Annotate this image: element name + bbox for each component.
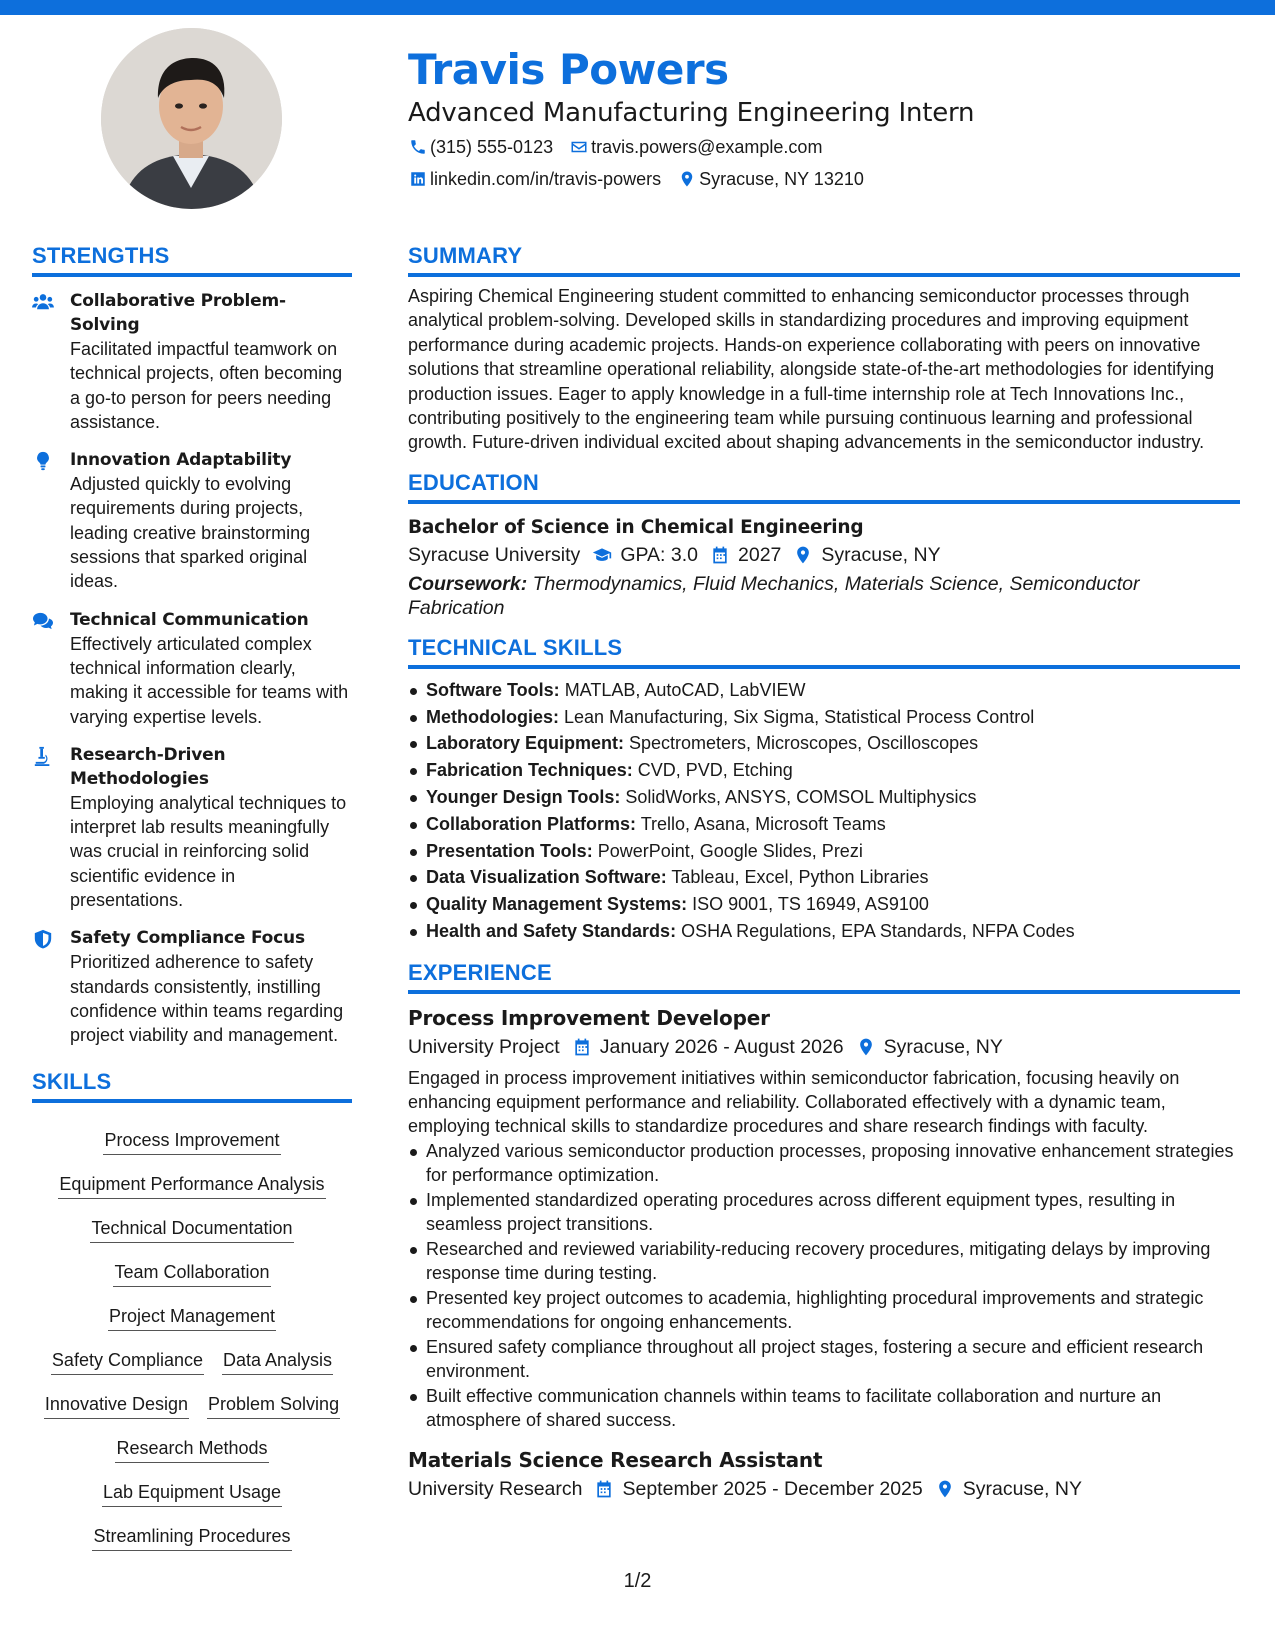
list-item: [408, 730, 1240, 757]
education-section: [408, 469, 1240, 620]
skill-category: Health and Safety Standards:: [426, 921, 677, 942]
list-item: Researched and reviewed variability-reducing recovery procedures, mitigating delays by improving response time during testing.: [408, 1237, 1240, 1285]
coursework: [408, 572, 1240, 620]
job-meta: [408, 1474, 1240, 1504]
skill-tag: Technical Documentation: [90, 1216, 293, 1243]
list-item: [408, 677, 1240, 704]
year-text: 2027: [738, 543, 782, 566]
strengths-heading: STRENGTHS: [32, 242, 352, 277]
strength-desc: Effectively articulated complex technical information clearly, making it accessible for teams with varying expertise levels.: [70, 633, 349, 727]
gpa-text: GPA: 3.0: [620, 543, 698, 566]
strength-title: Research-Driven Methodologies: [70, 744, 226, 789]
skill-values: CVD, PVD, Etching: [632, 760, 793, 781]
strength-title: Technical Communication: [70, 609, 309, 630]
phone-contact[interactable]: [408, 132, 553, 162]
skill-category: Fabrication Techniques:: [426, 760, 633, 781]
job-org: University Project: [408, 1035, 560, 1058]
shield-icon: [32, 926, 70, 1047]
strength-item: [32, 926, 352, 1047]
degree-title: Bachelor of Science in Chemical Engineering: [408, 516, 864, 538]
linkedin-icon: [408, 169, 428, 189]
list-item: Implemented standardized operating procedures across different equipment types, resulting in seamless project transitions.: [408, 1188, 1240, 1236]
skill-tag: Lab Equipment Usage: [102, 1480, 282, 1507]
job-org: University Research: [408, 1477, 583, 1500]
summary-text: Aspiring Chemical Engineering student committed to enhancing semiconductor processes through analytical problem-solving. Developed skills in standardizing procedures and improving equipment performance during academic projects. Hands-on experience collaborating with peers on innovative solutions that streamline operational reliability, alongside state-of-the-art methodologies for identifying production issues. Eager to apply knowledge in a full-time internship role at Tech Innovations Inc., contributing positively to the engineering team while pursuing continuous learning and professional growth. Future-driven individual excited about shaping advancements in the semiconductor industry.: [408, 286, 1215, 453]
list-item: [408, 864, 1240, 891]
skill-values: Spectrometers, Microscopes, Oscilloscopes: [624, 733, 979, 754]
strengths-list: [32, 289, 352, 1048]
strength-desc: Adjusted quickly to evolving requirements during projects, leading creative brainstorming sessions that sparked original ideas.: [70, 474, 311, 592]
list-item: [408, 838, 1240, 865]
strength-item: [32, 289, 352, 434]
right-column: [408, 242, 1240, 1518]
education-meta: [408, 540, 1240, 570]
lightbulb-icon: [32, 448, 70, 593]
skill-tag: Project Management: [108, 1304, 276, 1331]
skill-values: PowerPoint, Google Slides, Prezi: [592, 840, 863, 861]
list-item: [408, 811, 1240, 838]
skill-category: Data Visualization Software:: [426, 867, 667, 888]
skill-category: Laboratory Equipment:: [426, 733, 625, 754]
list-item: Presented key project outcomes to academia, highlighting procedural improvements and strategic recommendations for ongoing enhancements.: [408, 1286, 1240, 1334]
job-dates: September 2025 - December 2025: [622, 1477, 923, 1500]
resume-header: [408, 42, 1238, 194]
skill-category: Quality Management Systems:: [426, 894, 688, 915]
job-title: Process Improvement Developer: [408, 1005, 770, 1030]
email-text: travis.powers@example.com: [591, 137, 823, 157]
strength-item: [32, 743, 352, 912]
top-accent-bar: [0, 0, 1275, 15]
job-title: Materials Science Research Assistant: [408, 1447, 823, 1472]
microscope-icon: [32, 743, 70, 912]
skill-values: SolidWorks, ANSYS, COMSOL Multiphysics: [620, 787, 977, 808]
skill-tag: Streamlining Procedures: [92, 1524, 291, 1551]
school-name: Syracuse University: [408, 543, 581, 566]
technical-skills-heading: TECHNICAL SKILLS: [408, 634, 1240, 669]
job-location: Syracuse, NY: [962, 1477, 1082, 1500]
skill-tag: Process Improvement: [103, 1128, 280, 1155]
skill-tag: Problem Solving: [207, 1392, 340, 1419]
skill-tag: Innovative Design: [44, 1392, 189, 1419]
education-heading: EDUCATION: [408, 469, 1240, 504]
list-item: [408, 891, 1240, 918]
graduation-cap-icon: [592, 545, 612, 565]
strength-desc: Prioritized adherence to safety standards consistently, instilling confidence within teams regarding project viability and management.: [70, 952, 344, 1046]
profile-photo: [101, 28, 282, 209]
skill-values: Tableau, Excel, Python Libraries: [666, 867, 929, 888]
strength-title: Collaborative Problem-Solving: [70, 291, 286, 335]
job-location-item: [856, 1032, 1003, 1062]
skill-tag: Team Collaboration: [113, 1260, 270, 1287]
job-location-item: [935, 1474, 1082, 1504]
location-text: Syracuse, NY 13210: [699, 169, 864, 189]
skill-tag: Equipment Performance Analysis: [58, 1172, 325, 1199]
skills-list: [32, 1119, 352, 1559]
technical-skills-list: [408, 677, 1240, 945]
phone-text: (315) 555-0123: [430, 137, 554, 157]
candidate-role: Advanced Manufacturing Engineering Intern: [408, 98, 975, 128]
skill-values: MATLAB, AutoCAD, LabVIEW: [559, 679, 806, 700]
skill-values: Trello, Asana, Microsoft Teams: [636, 813, 886, 834]
strength-item: [32, 608, 352, 729]
edu-location-text: Syracuse, NY: [821, 543, 941, 566]
location-contact: [677, 164, 864, 194]
job-entry: [408, 1446, 1240, 1504]
technical-skills-section: [408, 634, 1240, 945]
map-pin-icon: [856, 1037, 876, 1057]
skill-category: Presentation Tools:: [426, 840, 593, 861]
contact-row-2: [408, 164, 1238, 194]
calendar-icon: [572, 1037, 592, 1057]
candidate-name: Travis Powers: [408, 45, 729, 94]
map-pin-icon: [677, 169, 697, 189]
linkedin-text: linkedin.com/in/travis-powers: [430, 169, 662, 189]
skills-heading: SKILLS: [32, 1068, 352, 1103]
list-item: Ensured safety compliance throughout all project stages, fostering a secure and efficient research environment.: [408, 1335, 1240, 1383]
list-item: Built effective communication channels within teams to facilitate collaboration and nurture an atmosphere of shared success.: [408, 1384, 1240, 1432]
contact-row-1: [408, 132, 1238, 162]
map-pin-icon: [935, 1479, 955, 1499]
users-icon: [32, 289, 70, 434]
gpa-item: [592, 540, 698, 570]
job-meta: [408, 1032, 1240, 1062]
phone-icon: [408, 137, 428, 157]
calendar-icon: [710, 545, 730, 565]
email-contact[interactable]: [569, 132, 822, 162]
list-item: [408, 757, 1240, 784]
skill-category: Software Tools:: [426, 679, 560, 700]
skill-values: OSHA Regulations, EPA Standards, NFPA Codes: [676, 921, 1075, 942]
left-column: [32, 242, 352, 1559]
experience-section: [408, 959, 1240, 1504]
list-item: [408, 704, 1240, 731]
edu-location-item: [793, 540, 940, 570]
strength-title: Safety Compliance Focus: [70, 928, 305, 949]
skill-values: Lean Manufacturing, Six Sigma, Statistical Process Control: [559, 706, 1035, 727]
job-bullets: [408, 1139, 1240, 1432]
job-dates: January 2026 - August 2026: [599, 1035, 844, 1058]
job-entry: [408, 1004, 1240, 1432]
list-item: [408, 784, 1240, 811]
skill-tag: Research Methods: [115, 1436, 268, 1463]
summary-heading: SUMMARY: [408, 242, 1240, 277]
job-dates-item: [572, 1032, 844, 1062]
skill-category: Methodologies:: [426, 706, 559, 727]
skill-values: ISO 9001, TS 16949, AS9100: [687, 894, 929, 915]
strength-item: [32, 448, 352, 593]
strength-title: Innovation Adaptability: [70, 450, 292, 471]
calendar-icon: [594, 1479, 614, 1499]
experience-heading: EXPERIENCE: [408, 959, 1240, 994]
strength-desc: Employing analytical techniques to interpret lab results meaningfully was crucial in reinforcing solid scientific evidence in presentations.: [70, 792, 347, 911]
strength-desc: Facilitated impactful teamwork on technical projects, often becoming a go-to person for peers needing assistance.: [70, 339, 343, 432]
list-item: [408, 918, 1240, 945]
linkedin-contact[interactable]: [408, 164, 661, 194]
coursework-label: Coursework:: [408, 572, 528, 595]
comments-icon: [32, 608, 70, 729]
skill-category: Collaboration Platforms:: [426, 813, 637, 834]
skill-tag: Safety Compliance: [51, 1348, 204, 1375]
job-location: Syracuse, NY: [883, 1035, 1003, 1058]
skill-tag: Data Analysis: [222, 1348, 333, 1375]
map-pin-icon: [793, 545, 813, 565]
coursework-text: Thermodynamics, Fluid Mechanics, Materials Science, Semiconductor Fabrication: [408, 572, 1140, 619]
skill-category: Younger Design Tools:: [426, 787, 621, 808]
year-item: [710, 540, 781, 570]
job-description: Engaged in process improvement initiatives within semiconductor fabrication, focusing heavily on enhancing equipment performance and reliability. Collaborated effectively with a dynamic team, employing technical skills to standardize procedures and share research findings with faculty.: [408, 1067, 1180, 1136]
envelope-icon: [569, 137, 589, 157]
list-item: Analyzed various semiconductor production processes, proposing innovative enhancement strategies for performance optimization.: [408, 1139, 1240, 1187]
page-number: 1/2: [623, 1570, 652, 1592]
job-dates-item: [594, 1474, 922, 1504]
summary-section: [408, 242, 1240, 455]
